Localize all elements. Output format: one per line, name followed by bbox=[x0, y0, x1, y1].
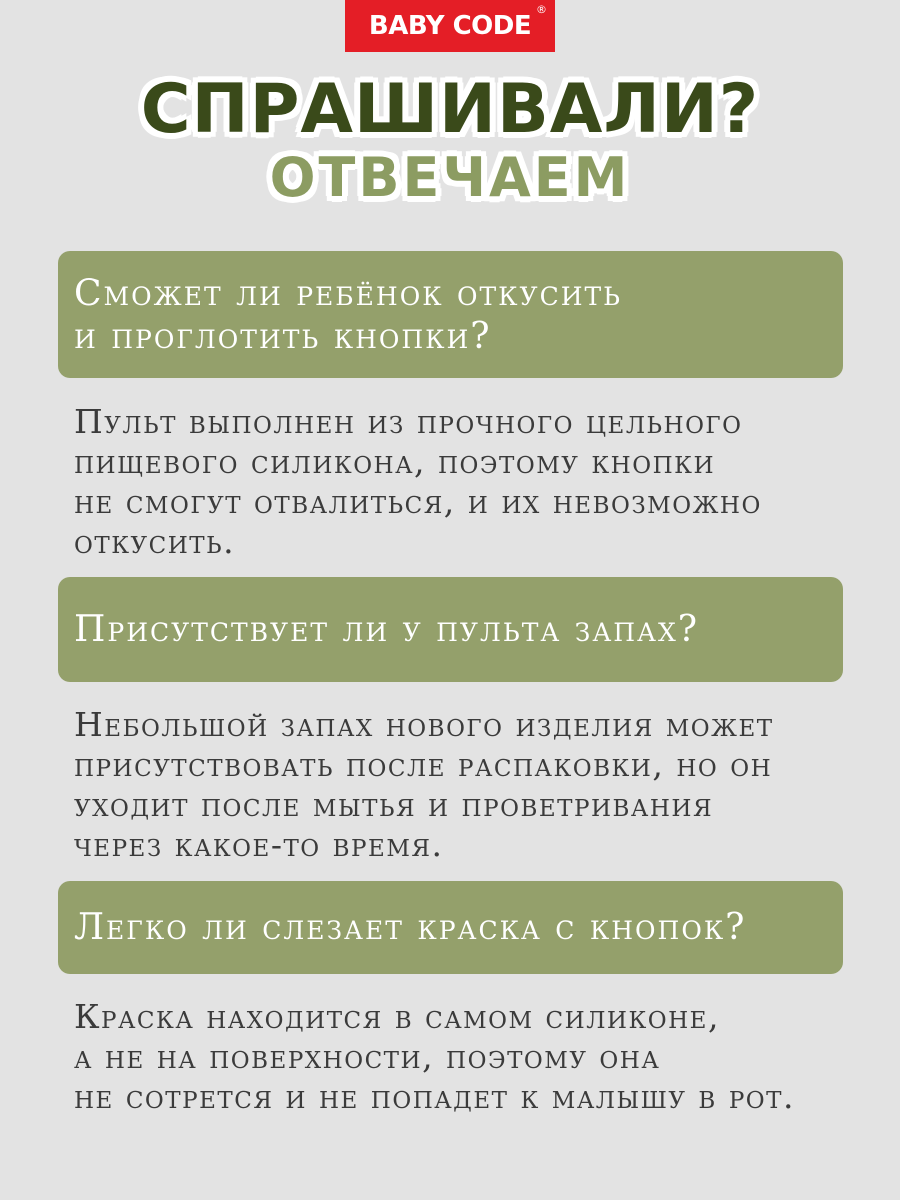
registered-mark: ® bbox=[536, 3, 547, 16]
faq-question-3 bbox=[58, 881, 843, 974]
answer-line: через какое-то время. bbox=[74, 825, 444, 864]
brand-logo bbox=[345, 0, 555, 52]
page-title: СПРАШИВАЛИ? bbox=[140, 70, 760, 149]
answer-line: присутствовать после распаковки, но он bbox=[74, 745, 773, 784]
answer-line: пищевого силикона, поэтому кнопки bbox=[74, 442, 715, 481]
question-line: Сможет ли ребёнок откусить bbox=[74, 272, 623, 314]
answer-line: Пульт выполнен из прочного цельного bbox=[74, 402, 743, 441]
answer-line: не сотрется и не попадет к малышу в рот. bbox=[74, 1077, 795, 1116]
brand-name: BABY CODE bbox=[368, 11, 532, 41]
question-line: Легко ли слезает краска с кнопок? bbox=[74, 907, 747, 948]
faq-answer-1 bbox=[74, 402, 874, 562]
answer-line: уходит после мытья и проветривания bbox=[74, 785, 714, 824]
answer-line: Небольшой запах нового изделия может bbox=[74, 705, 774, 744]
faq-question-2 bbox=[58, 577, 843, 682]
page-subtitle: ОТВЕЧАЕМ bbox=[269, 146, 631, 209]
question-line: Присутствует ли у пульта запах? bbox=[74, 609, 700, 650]
answer-line: Краска находится в самом силиконе, bbox=[74, 997, 720, 1036]
answer-line: а не на поверхности, поэтому она bbox=[74, 1037, 661, 1076]
faq-answer-3 bbox=[74, 997, 874, 1117]
faq-question-1 bbox=[58, 251, 843, 378]
answer-line: не смогут отвалиться, и их невозможно bbox=[74, 482, 762, 521]
question-line: и проглотить кнопки? bbox=[74, 315, 492, 357]
faq-answer-2 bbox=[74, 705, 874, 865]
answer-line: откусить. bbox=[74, 522, 236, 561]
